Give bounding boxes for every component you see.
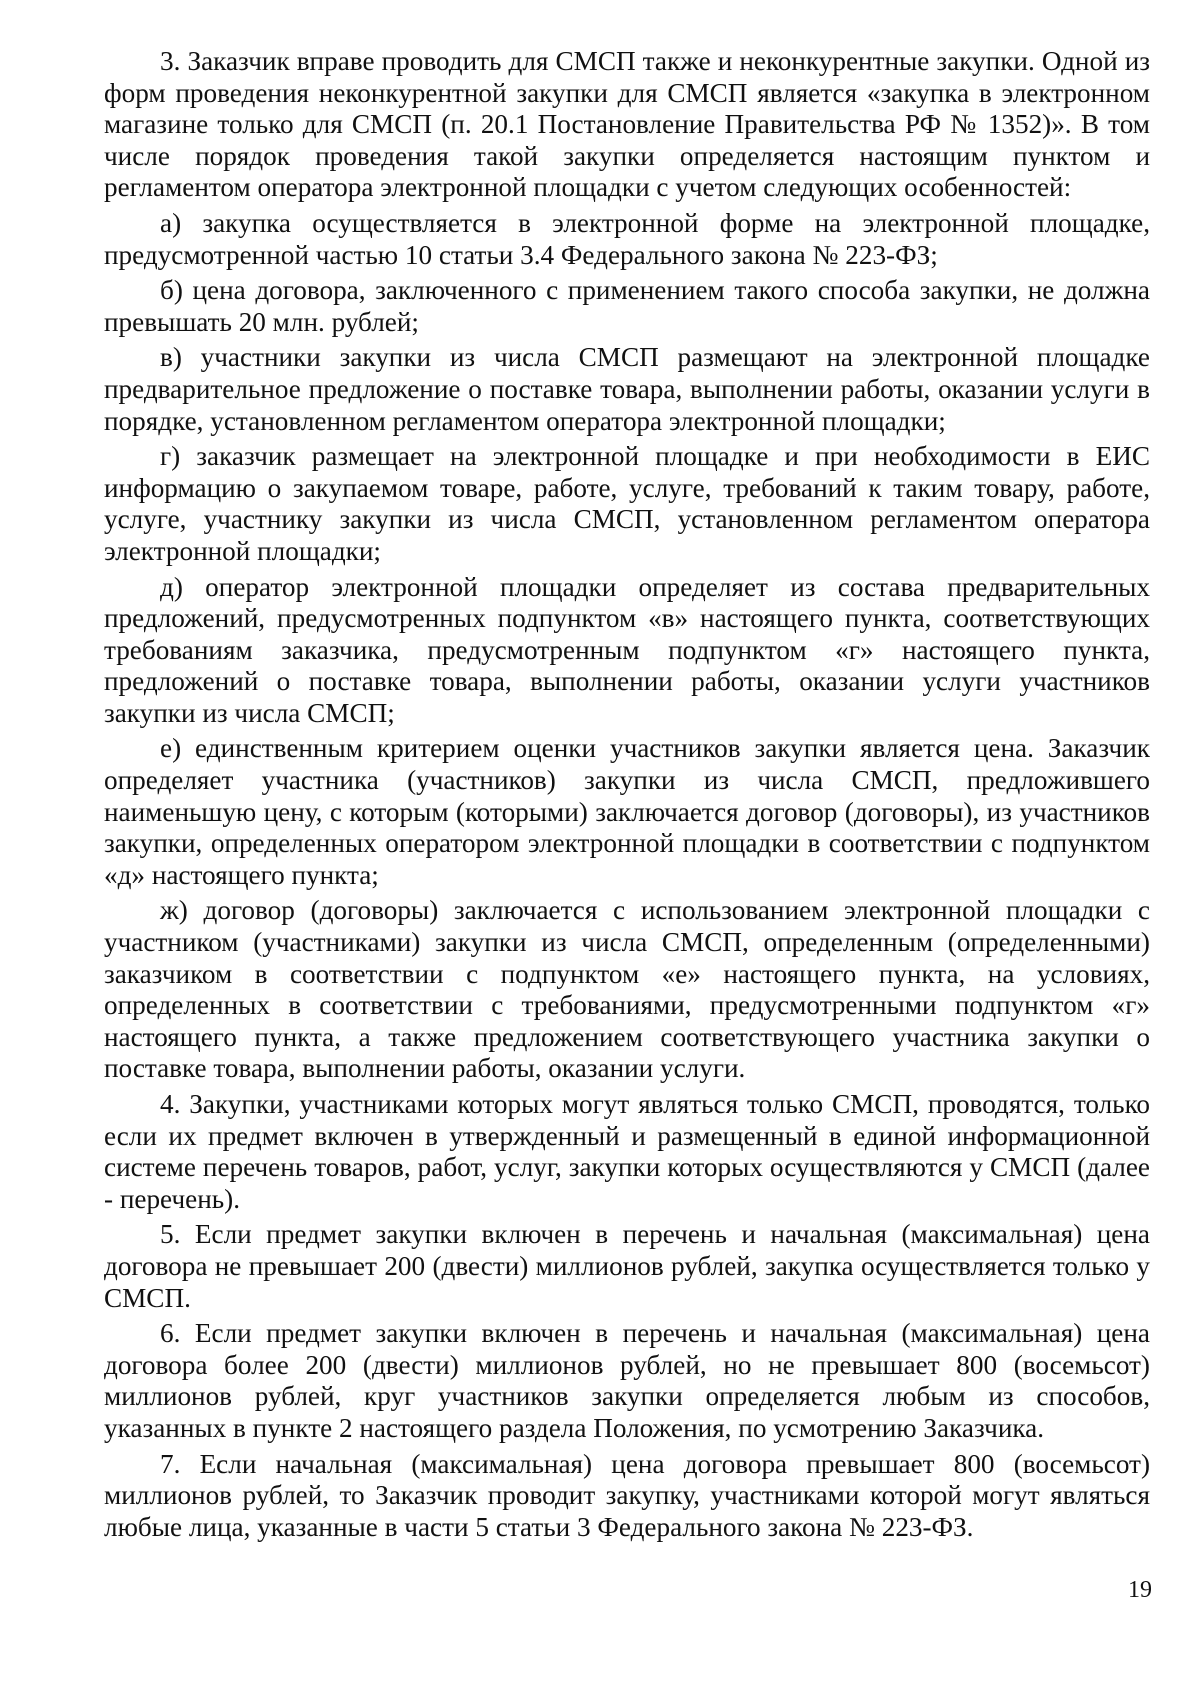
paragraph-item-4: 4. Закупки, участниками которых могут являться только СМСП, проводятся, только если их предмет включен в утвержденный и размещенный в единой информационной системе перечень товаров, работ, услуг, закупки которых осуществляются у СМСП (далее - перечень). xyxy=(104,1089,1150,1214)
paragraph-item-6: 6. Если предмет закупки включен в перечень и начальная (максимальная) цена договора более 200 (двести) миллионов рублей, но не превышает 800 (восемьсот) миллионов рублей, круг участников закупки определяется любым из способов, указанных в пункте 2 настоящего раздела Положения, по усмотрению Заказчика. xyxy=(104,1318,1150,1443)
subitem-a: а) закупка осуществляется в электронной форме на электронной площадке, предусмотренной частью 10 статьи 3.4 Федерального закона № 223-ФЗ; xyxy=(104,207,1150,270)
subitem-v: в) участники закупки из числа СМСП размещают на электронной площадке предварительное предложение о поставке товара, выполнении работы, оказании услуги в порядке, установленном регламентом оператора электронной площадки; xyxy=(104,342,1150,436)
subitem-e: е) единственным критерием оценки участников закупки является цена. Заказчик определяет участника (участников) закупки из числа СМСП, предложившего наименьшую цену, с которым (которыми) заключается договор (договоры), из участников закупки, определенных оператором электронной площадки в соответствии с подпунктом «д» настоящего пункта; xyxy=(104,733,1150,890)
document-body xyxy=(104,46,1150,1547)
subitem-d: д) оператор электронной площадки определяет из состава предварительных предложений, предусмотренных подпунктом «в» настоящего пункта, соответствующих требованиям заказчика, предусмотренным подпунктом «г» настоящего пункта, предложений о поставке товара, выполнении работы, оказании услуги участников закупки из числа СМСП; xyxy=(104,571,1150,728)
subitem-b: б) цена договора, заключенного с применением такого способа закупки, не должна превышать 20 млн. рублей; xyxy=(104,275,1150,337)
page-number: 19 xyxy=(1128,1577,1152,1603)
paragraph-item-5: 5. Если предмет закупки включен в перечень и начальная (максимальная) цена договора не превышает 200 (двести) миллионов рублей, закупка осуществляется только у СМСП. xyxy=(104,1219,1150,1313)
paragraph-item-3: 3. Заказчик вправе проводить для СМСП также и неконкурентные закупки. Одной из форм проведения неконкурентной закупки для СМСП является «закупка в электронном магазине только для СМСП (п. 20.1 Постановление Правительства РФ № 1352)». В том числе порядок проведения такой закупки определяется настоящим пунктом и регламентом оператора электронной площадки с учетом следующих особенностей: xyxy=(104,46,1150,203)
subitem-g: г) заказчик размещает на электронной площадке и при необходимости в ЕИС информацию о закупаемом товаре, работе, услуге, требований к таким товару, работе, услуге, участнику закупки из числа СМСП, установленном регламентом оператора электронной площадки; xyxy=(104,441,1150,566)
paragraph-item-7: 7. Если начальная (максимальная) цена договора превышает 800 (восемьсот) миллионов рублей, то Заказчик проводит закупку, участниками которой могут являться любые лица, указанные в части 5 статьи 3 Федерального закона № 223-ФЗ. xyxy=(104,1448,1150,1542)
subitem-zh: ж) договор (договоры) заключается с использованием электронной площадки с участником (участниками) закупки из числа СМСП, определенным (определенными) заказчиком в соответствии с подпунктом «е» настоящего пункта, на условиях, определенных в соответствии с требованиями, предусмотренными подпунктом «г» настоящего пункта, а также предложением соответствующего участника закупки о поставке товара, выполнении работы, оказании услуги. xyxy=(104,895,1150,1084)
